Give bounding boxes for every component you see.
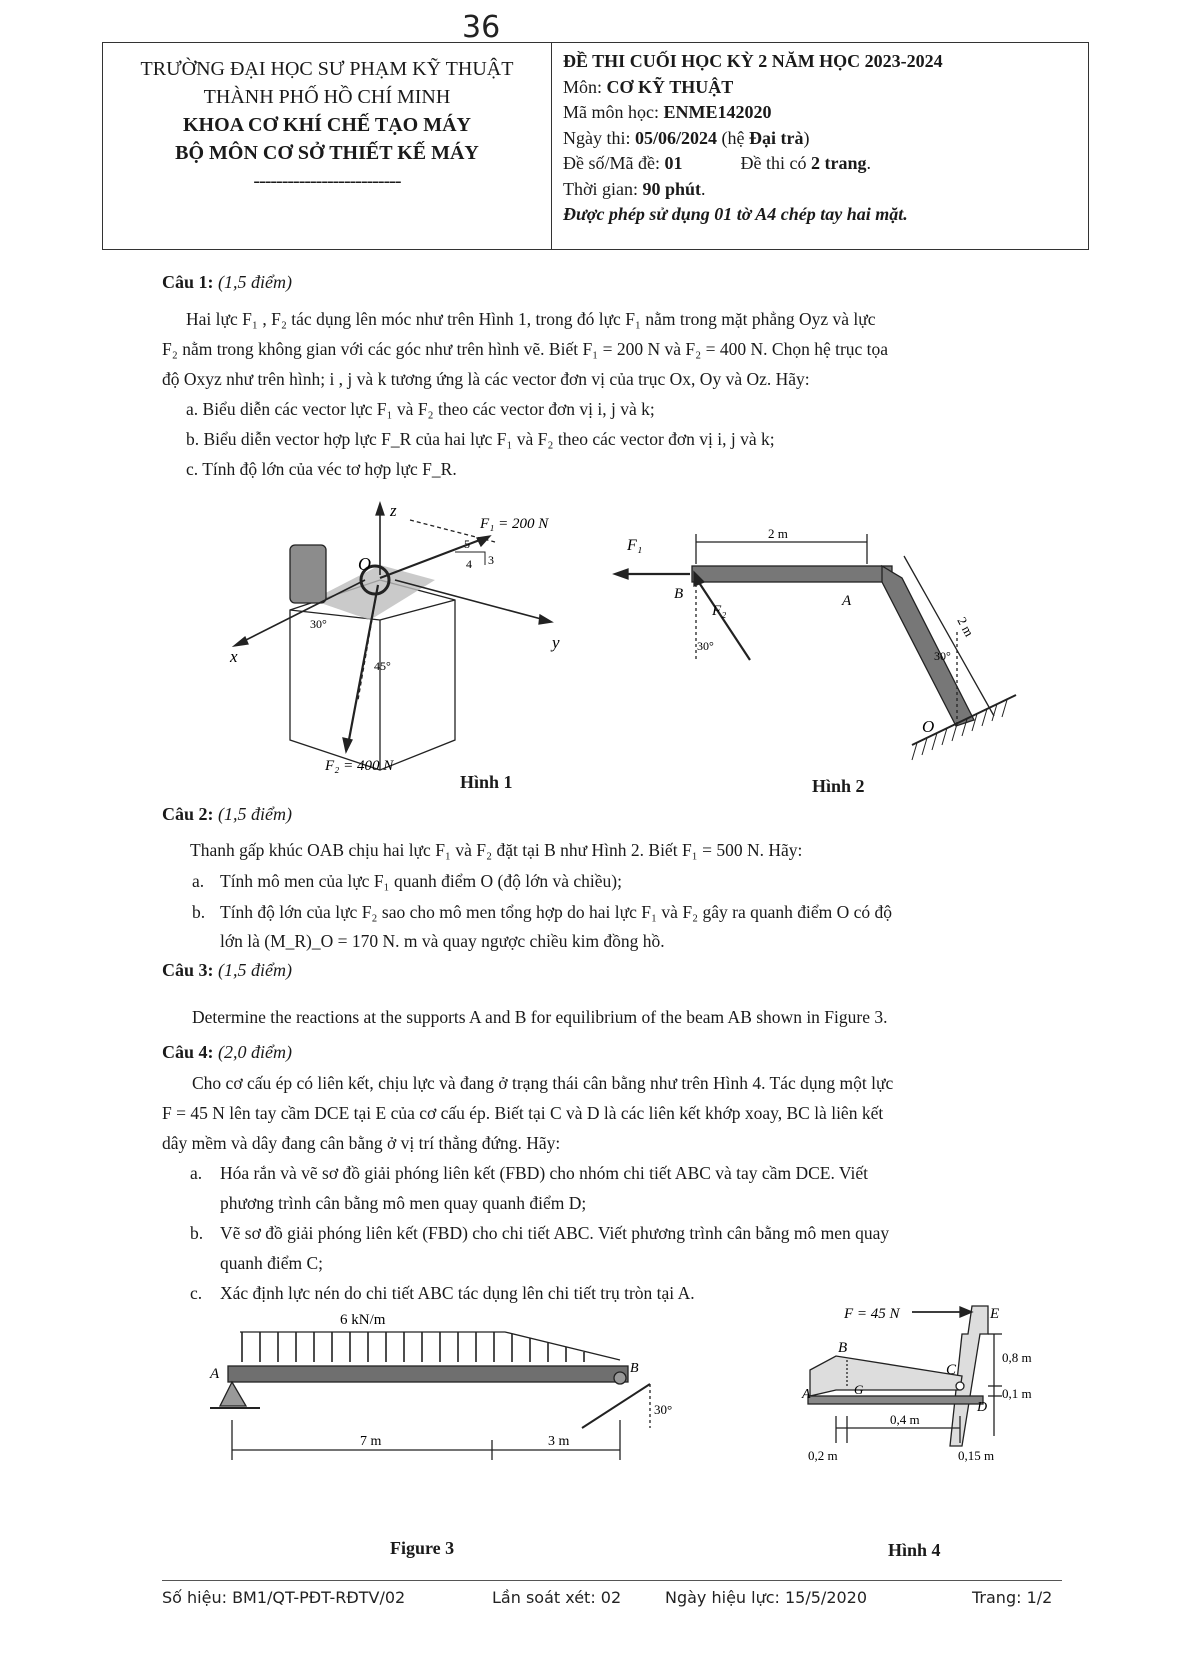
materials-note: Được phép sử dụng 01 tờ A4 chép tay hai mặt. [563,204,908,224]
q4-text-line1: Cho cơ cấu ép có liên kết, chịu lực và đang ở trạng thái cân bằng như trên Hình 4. Tác dụng một lực [192,1073,894,1093]
fig1-angle-30: 30° [310,617,327,631]
fig2-length-side: 2 m [954,614,977,639]
figure-2-caption: Hình 2 [812,776,865,796]
fig4-dim-08: 0,8 m [1002,1350,1032,1365]
q4-text-line2: F = 45 N lên tay cầm DCE tại E của cơ cấu ép. Biết tại C và D là các liên kết khớp xoay, BC là liên kết [162,1103,884,1123]
fig4-point-e: E [990,1306,1000,1322]
fig3-load-label: 6 kN/m [340,1312,386,1328]
subject-name: CƠ KỸ THUẬT [606,76,734,97]
fig2-point-b: B [674,586,684,602]
fig4-dim-02: 0,2 m [808,1448,838,1463]
q1-part-c: c. Tính độ lớn của véc tơ hợp lực F_R. [186,459,457,479]
fig2-point-o: O [922,717,935,736]
fig4-force-label: F = 45 N [844,1306,900,1322]
course-code-line: Mã môn học: ENME142020 [563,102,772,122]
fig1-f1-label: F₁ = 200 N [480,516,549,532]
fig4-point-d: D [977,1400,988,1415]
fig2-f1-label: F₁ [627,537,643,554]
q3-text: Determine the reactions at the supports A and B for equilibrium of the beam AB shown in Figure 3. [192,1007,888,1027]
q1-part-b: b. Biểu diễn vector hợp lực F_R của hai lực F₁ và F₂ theo các vector đơn vị i, j và k; [186,429,775,449]
fig3-length-7m: 7 m [360,1434,382,1449]
fig1-origin-label: O [358,554,371,574]
fig1-f2-label: F₂ = 400 N [325,758,394,774]
fig4-point-c: C [946,1362,957,1378]
fig4-dim-04: 0,4 m [890,1412,920,1427]
fig2-point-a: A [842,593,852,609]
footer-effective-date: Ngày hiệu lực: 15/5/2020 [665,1588,868,1607]
fig2-f2-label: F₂ [712,603,727,619]
exam-duration-line: Thời gian: 90 phút. [563,178,706,199]
fig4-dim-01: 0,1 m [1002,1386,1032,1401]
fig4-point-a: A [802,1387,811,1402]
fig1-z-axis-label: z [390,501,397,520]
q1-part-a: a. Biểu diễn các vector lực F₁ và F₂ theo các vector đơn vị i, j và k; [186,399,655,419]
figure-4-caption: Hình 4 [888,1540,941,1560]
header-exam-block [563,49,1083,228]
q2-part-b-line2: lớn là (M_R)_O = 170 N. m và quay ngược chiều kim đồng hồ. [220,931,665,951]
fig1-y-axis-label: y [552,633,560,652]
fig3-angle-30: 30° [654,1402,673,1417]
fig1-slope-3: 3 [488,553,494,567]
header-separator: -------------------------- [253,170,401,192]
q2-part-a-label: a. [192,871,205,891]
fig2-length-top: 2 m [768,526,788,541]
q2-part-b-label: b. [192,902,206,922]
fig1-angle-45: 45° [374,659,391,673]
q2-title: Câu 2: (1,5 điểm) [162,804,292,824]
exam-title: ĐỀ THI CUỐI HỌC KỲ 2 NĂM HỌC 2023-2024 [563,51,943,71]
fig3-support-a: A [210,1366,220,1382]
q4-part-b-line1: Vẽ sơ đồ giải phóng liên kết (FBD) cho chi tiết ABC. Viết phương trình cân bằng mô men quay [220,1223,890,1243]
school-name-line2: THÀNH PHỐ HỒ CHÍ MINH [203,86,451,108]
footer-page-number: Trang: 1/2 [972,1588,1053,1607]
fig4-dim-015: 0,15 m [958,1448,995,1463]
q4-part-b-line2: quanh điểm C; [220,1253,324,1273]
fig4-point-b: B [838,1340,848,1356]
q4-part-c: Xác định lực nén do chi tiết ABC tác dụng lên chi tiết trụ tròn tại A. [220,1283,695,1303]
figure-4-press-mechanism [802,1298,1052,1528]
fig2-angle-30-o: 30° [934,649,951,663]
figure-3-beam-diagram [210,1310,700,1500]
header-school-block [103,43,552,249]
q3-title: Câu 3: (1,5 điểm) [162,960,292,980]
footer-document-code: Số hiệu: BM1/QT-PĐT-RĐTV/02 [162,1588,406,1607]
fig1-x-axis-label: x [230,647,238,666]
department-name: BỘ MÔN CƠ SỞ THIẾT KẾ MÁY [175,142,479,164]
q2-part-a: Tính mô men của lực F₁ quanh điểm O (độ lớn và chiều); [220,871,622,891]
footer-rule [162,1580,1062,1581]
exam-number-line: Đề số/Mã đề: 01 Đề thi có 2 trang. [563,153,871,173]
handwritten-page-number: 36 [462,10,501,45]
subject-line: Môn: CƠ KỸ THUẬT [563,76,734,97]
course-code: ENME142020 [663,102,772,122]
figure-2-bent-bar-diagram [612,520,1032,782]
q1-text-line2: F₂ nằm trong không gian với các góc như trên hình vẽ. Biết F₁ = 200 N và F₂ = 400 N. Chọn hệ trục tọa [162,339,889,359]
footer-revision: Lần soát xét: 02 [492,1588,622,1607]
figure-1-caption: Hình 1 [460,772,513,792]
exam-header [102,42,1089,250]
exam-date-line: Ngày thi: 05/06/2024 (hệ Đại trà) [563,127,810,148]
q1-text-line1: Hai lực F₁ , F₂ tác dụng lên móc như trên Hình 1, trong đó lực F₁ nằm trong mặt phẳng Oyz và lực [186,309,876,329]
fig2-angle-30-b: 30° [697,639,714,653]
q4-part-a-line1: Hóa rắn và vẽ sơ đồ giải phóng liên kết (FBD) cho nhóm chi tiết ABC và tay cầm DCE. Viết [220,1163,868,1183]
fig3-support-b: B [630,1361,639,1376]
q2-part-b-line1: Tính độ lớn của lực F₂ sao cho mô men tổng hợp do hai lực F₁ và F₂ gây ra quanh điểm O có độ [220,902,893,922]
fig3-length-3m: 3 m [548,1434,570,1449]
figure-3-caption: Figure 3 [390,1538,455,1558]
q4-text-line3: dây mềm và dây đang cân bằng ở vị trí thẳng đứng. Hãy: [162,1133,561,1153]
faculty-name: KHOA CƠ KHÍ CHẾ TẠO MÁY [183,114,471,136]
q2-text: Thanh gấp khúc OAB chịu hai lực F₁ và F₂ đặt tại B như Hình 2. Biết F₁ = 500 N. Hãy: [190,840,803,860]
q4-part-a-label: a. [190,1163,203,1183]
q4-part-c-label: c. [190,1283,203,1303]
q1-title: Câu 1: (1,5 điểm) [162,272,292,292]
fig4-point-g: G [854,1382,864,1397]
q1-text-line3: độ Oxyz như trên hình; i , j và k tương ứng là các vector đơn vị của trục Ox, Oy và Oz. Hãy: [162,369,810,389]
figure-1-hook-diagram [230,500,600,790]
q4-part-b-label: b. [190,1223,204,1243]
q4-part-a-line2: phương trình cân bằng mô men quay quanh điểm D; [220,1193,587,1213]
fig1-slope-4: 4 [466,557,472,571]
fig1-slope-5: 5 [464,537,470,551]
q4-title: Câu 4: (2,0 điểm) [162,1042,292,1062]
school-name-line1: TRƯỜNG ĐẠI HỌC SƯ PHẠM KỸ THUẬT [140,58,514,80]
